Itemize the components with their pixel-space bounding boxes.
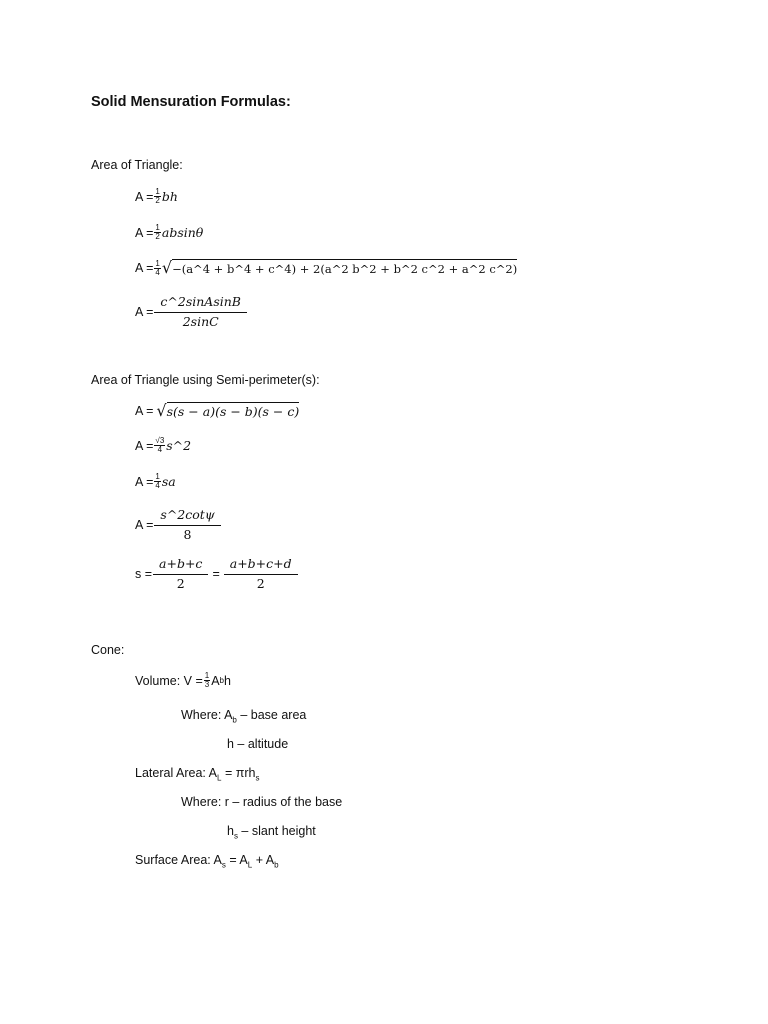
fraction xyxy=(154,506,220,544)
equals-a: = A xyxy=(225,853,248,867)
formula-equilateral xyxy=(135,437,191,454)
cone-lateral-area xyxy=(135,766,259,783)
square-root xyxy=(162,259,517,277)
radicand: −(a^4 + b^4 + c^4) + 2(a^2 b^2 + b^2 c^2 + a^2 c^2) xyxy=(172,259,517,277)
cone-slant-height-definition xyxy=(227,824,316,841)
slant-height-symbol: h xyxy=(227,824,234,838)
volume-label: Volume: V = xyxy=(135,673,203,688)
numerator: 1 xyxy=(155,187,160,196)
formula-triangle-angles xyxy=(135,293,248,331)
definition: – base area xyxy=(236,708,307,722)
cone-where-base-area xyxy=(181,708,306,725)
formula-expression: sa xyxy=(161,474,176,489)
base-area-symbol: A xyxy=(211,673,220,688)
denominator: 3 xyxy=(204,680,210,689)
cone-heading: Cone: xyxy=(91,643,125,657)
surface-label: Surface Area: A xyxy=(135,853,222,867)
subscript: L xyxy=(247,860,253,870)
denominator: 2 xyxy=(256,575,265,591)
triangle-heading: Area of Triangle: xyxy=(91,158,183,172)
definition: – slant height xyxy=(237,824,316,838)
denominator: 2 xyxy=(155,232,160,241)
radicand: s(s − a)(s − b)(s − c) xyxy=(166,404,300,419)
semi-perimeter-heading: Area of Triangle using Semi-perimeter(s): xyxy=(91,373,320,387)
cone-volume xyxy=(135,672,231,689)
fraction-triangle-perimeter xyxy=(153,555,208,593)
formula-triangle-sides xyxy=(135,259,517,277)
numerator: 1 xyxy=(155,472,160,481)
subscript: s xyxy=(233,831,238,841)
fraction-quadrilateral-perimeter xyxy=(224,555,298,593)
where-label: Where: A xyxy=(181,708,233,722)
formula-lhs: A = xyxy=(135,404,154,418)
subscript: s xyxy=(221,860,226,870)
formula-lhs: A = xyxy=(135,261,154,275)
fraction xyxy=(154,293,247,331)
square-root xyxy=(156,402,299,420)
formula-cot-psi xyxy=(135,506,222,544)
formula-semi-perimeter xyxy=(135,555,299,593)
numerator: a+b+c xyxy=(153,555,208,575)
cone-altitude-definition: h – altitude xyxy=(227,737,289,751)
numerator: 1 xyxy=(204,671,210,680)
numerator: 1 xyxy=(155,223,160,232)
fraction-one-quarter xyxy=(154,260,160,277)
cone-where-radius: Where: r – radius of the base xyxy=(181,795,343,809)
formula-triangle-half-bh xyxy=(135,188,178,205)
formula-lhs: s = xyxy=(135,567,153,581)
denominator: 4 xyxy=(155,267,160,277)
denominator: 8 xyxy=(183,526,192,542)
lateral-formula: = πrh xyxy=(221,766,256,780)
fraction-root3-over-4 xyxy=(154,437,165,454)
formula-heron xyxy=(135,402,299,420)
formula-lhs: A = xyxy=(135,189,154,204)
formula-expression: bh xyxy=(161,189,178,204)
numerator: 1 xyxy=(155,258,160,268)
formula-expression: absinθ xyxy=(161,225,204,240)
formula-lhs: A = xyxy=(135,305,154,319)
denominator: 4 xyxy=(157,445,163,454)
formula-triangle-absin xyxy=(135,224,203,241)
denominator: 4 xyxy=(155,481,160,490)
numerator: a+b+c+d xyxy=(224,555,298,575)
formula-lhs: A = xyxy=(135,438,154,453)
plus-a: + A xyxy=(252,853,275,867)
numerator: c^2sinAsinB xyxy=(154,293,247,313)
formula-quarter-sa xyxy=(135,473,176,490)
fraction-one-half xyxy=(154,188,160,205)
radical-sign-icon: √ xyxy=(156,401,167,420)
fraction-one-third xyxy=(204,672,210,689)
denominator: 2 xyxy=(176,575,185,591)
subscript: s xyxy=(255,773,260,783)
formula-lhs: A = xyxy=(135,518,154,532)
height-symbol: h xyxy=(224,673,231,688)
formula-lhs: A = xyxy=(135,225,154,240)
radical-sign-icon: √ xyxy=(161,258,173,277)
cone-surface-area xyxy=(135,853,279,870)
subscript: b xyxy=(274,860,279,870)
numerator: s^2cotψ xyxy=(154,506,220,526)
fraction-one-quarter xyxy=(154,473,160,490)
subscript: L xyxy=(217,773,222,783)
denominator: 2 xyxy=(155,196,160,205)
numerator: √3 xyxy=(155,436,165,445)
equals-sign: = xyxy=(212,567,220,581)
denominator: 2sinC xyxy=(182,313,219,329)
fraction-one-half xyxy=(154,224,160,241)
lateral-label: Lateral Area: A xyxy=(135,766,218,780)
formula-expression: s^2 xyxy=(166,438,192,453)
subscript: b xyxy=(219,676,224,685)
subscript: b xyxy=(232,715,237,725)
formula-lhs: A = xyxy=(135,474,154,489)
document-title: Solid Mensuration Formulas: xyxy=(91,94,291,110)
